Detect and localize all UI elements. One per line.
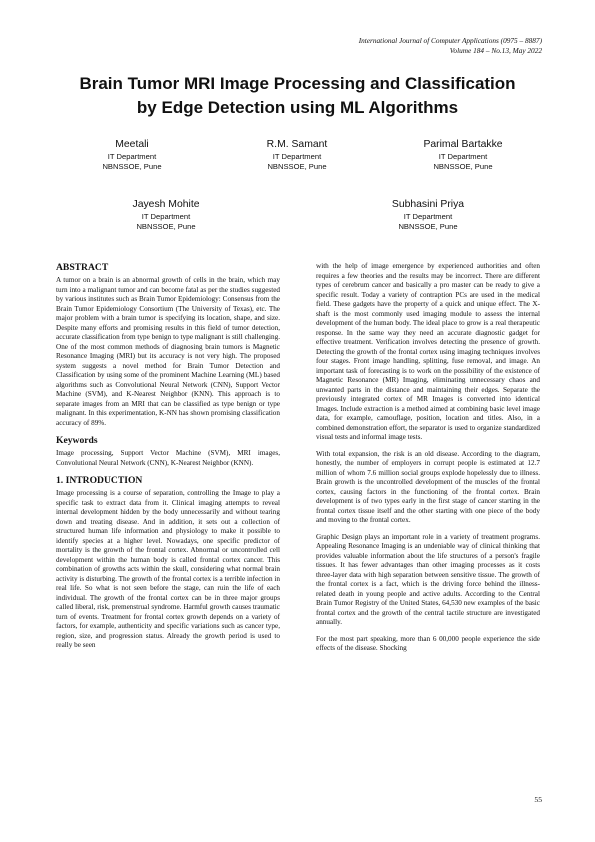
abstract-heading: ABSTRACT [56,262,109,273]
journal-volume: Volume 184 – No.13, May 2022 [449,46,542,55]
author-inst: NBNSSOE, Pune [267,162,327,171]
body-paragraph: With total expansion, the risk is an old disease. According to the diagram, honestly, the number of employers in corrupt people is estimated at 12.7 million of whom 7.6 million social groups explode hopelessly due to illness. Brain growth is the uncontrolled development of the muscles of the frontal cortex, causing factors in the functioning of the frontal cortex. Brain development is of two types early in the first stage of cancer starting in the frontal cortex tissue itself and the other starting with one piece of the body and moving to the frontal cortex. [316,449,540,524]
title-line-1: Brain Tumor MRI Image Processing and Classification [79,74,516,93]
body-paragraph: with the help of image emergence by experienced authorities and often requires a few theories and the results may be incorrect. There are different types of cerebrum cancer and basically a pro master can be ready to give a specific result. Today a variety of contraption PCs are used in the medical field. These gadgets have the property of a quick and unique effect. The X-shaft is the most commonly used imaging module to assess the internal development of the human body. The ideal place to grow is a real therapeutic response. In the same way they need an accurate diagnostic gadget for effective treatment. Verification involves detecting the presence of growth. Detecting the growth of the frontal cortex using imaging techniques involves four stages. Front image handling, splitting, fuse removal, and image. An important task of forecasting is to work on the possibility of the existence of Magnetic Resonance (MR) Imaging, eliminating unnecessary chaos and unwanted parts in the distance and maintaining their edges. Separate the previously integrated cortex of MR Images is converted into identical Images. Include extraction is a method aimed at combining basic level image data, for example, camouflage, position, location and titles. Also, in a combined demonstration effort, the separator is used to organize standardized visual tests and informal image tests. [316,262,540,441]
author-name: Subhasini Priya [391,199,465,210]
author-name: R.M. Samant [266,139,328,150]
author-dept: IT Department [107,152,157,161]
author-name: Jayesh Mohite [132,199,200,210]
body-paragraph: Graphic Design plays an important role in a variety of treatment programs. Appealing Resonance Imaging is an undeniable way of clinical thinking that provides valuable information about the life structures of a person's fragile tissues. It has fewer advantages than other imaging processes as it costs three-layer data with high separation between sensitive tissue. The growth of the frontal cortex is a fact, which is the driving force behind the illness-related death in young people and active adults. According to the Central Brain Tumor Registry of the United States, 64,530 new examples of the basic frontal cortex and the growth of the central tactile structure are investigated annually. [316,532,540,626]
author-block [217,138,377,172]
author-inst: NBNSSOE, Pune [433,162,493,171]
author-block [348,198,508,232]
author-dept: IT Department [403,212,453,221]
introduction-text: Image processing is a course of separation, controlling the Image to play a specific task to extract data from it. Clinical imaging attempts to reveal internal development hidden by the body unnecessarily and without tearing down and treating disease. And in addition, it sets out a collection of structured human life information and physiology to make it possible to identify species at a higher level. Nowadays, one specific predictor of mortality is the growth of the frontal cortex. Abnormal or uncontrolled cell development within the human body is called frontal cortex cancer. This combination of growths acts within the skull, considering what normal brain activity is disturbing. The growth of the frontal cortex is a terrible infection in real life. So what is not seen before the stage, can ruin the life of each individual. The growth of the frontal cortex can be in three major groups called liberal, risk, premenstrual syndrome. Harmful growth causes traumatic turn of events. Treatment for frontal cortex growth depends on a variety of factors, for example, authenticity and specific variations such as cancer type, region, size, and progression status. Already the growth period is used to really be seen [56,489,280,649]
author-block [52,138,212,172]
keywords-heading: Keywords [56,435,98,446]
left-column [56,262,280,658]
author-inst: NBNSSOE, Pune [136,222,196,231]
author-inst: NBNSSOE, Pune [398,222,458,231]
right-column [316,262,540,661]
body-paragraph: For the most part speaking, more than 6 00,000 people experience the side effects of the disease. Shocking [316,634,540,652]
author-dept: IT Department [272,152,322,161]
introduction-heading: 1. INTRODUCTION [56,475,143,486]
author-block [383,138,543,172]
author-name: Parimal Bartakke [423,139,503,150]
author-dept: IT Department [438,152,488,161]
title-line-2: by Edge Detection using ML Algorithms [136,98,459,117]
page-number: 55 [534,795,542,804]
author-name: Meetali [115,139,149,150]
journal-name: International Journal of Computer Applications (0975 – 8887) [358,36,542,45]
journal-header [359,36,542,56]
keywords-text: Image processing, Support Vector Machine (SVM), MRI images, Convolutional Neural Network (CNN), K-Nearest Neighbor (KNN). [56,449,280,467]
author-inst: NBNSSOE, Pune [102,162,162,171]
author-dept: IT Department [141,212,191,221]
author-block [86,198,246,232]
abstract-text: A tumor on a brain is an abnormal growth of cells in the brain, which may turn into a malignant tumor and can become fatal as per the studies suggested by various institutes such as Brain Tumor Epidemiology: Consensus from the Brain Tumor Epidemiology Consortium (The University of Texas), etc. The major problem with a brain tumor is specifying its location, shape, and size. Despite many efforts and promising results in this field of tumor detection, accurate classification from type benign to type malignant is still challenging. One of the most common methods of diagnosing brain tumors is Magnetic Resonance Imaging (MRI) but its accuracy is not very high. The proposed system suggests a novel method for Brain Tumor Detection and Classification by using some of the prominent Machine Learning (ML) based algorithms such as Convolutional Neural Network (CNN), Support Vector Machine (SVM), and K-Nearest Neighbor (KNN). This approach is to separate images from an MRI that can be classified as type benign or type malignant. In this experimentation, K-NN has shown promising classification accuracy of 89%. [56,276,280,427]
paper-title [40,72,555,120]
